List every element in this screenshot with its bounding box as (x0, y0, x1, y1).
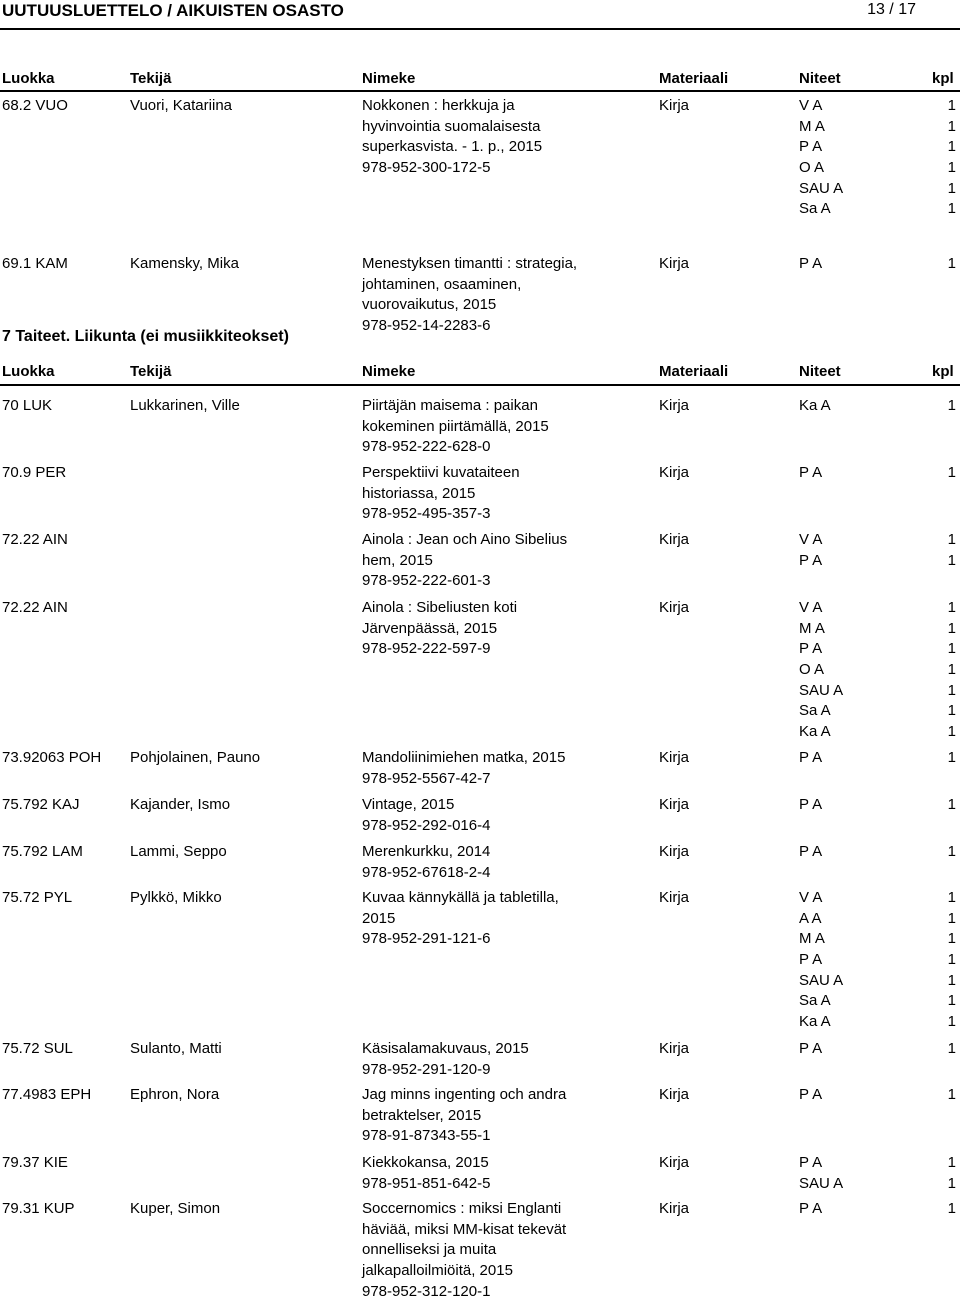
cell-kpl (940, 1085, 956, 1106)
cell-niteet (799, 842, 899, 863)
nimeke-line: 978-91-87343-55-1 (362, 1127, 491, 1145)
cell-luokka: 69.1 KAM (2, 255, 68, 272)
nimeke-line: betraktelser, 2015 (362, 1106, 482, 1124)
cell-luokka: 77.4983 EPH (2, 1086, 92, 1103)
cell-nimeke (362, 888, 602, 950)
kpl-item: 1 (947, 138, 956, 156)
nimeke-line: Menestyksen timantti : strategia, (362, 255, 578, 272)
nimeke-line: 978-952-292-016-4 (362, 816, 491, 834)
kpl-item: 1 (947, 702, 956, 720)
column-header-niteet: Niteet (799, 70, 841, 87)
niteet-item: P A (799, 464, 823, 481)
cell-luokka: 70.9 PER (2, 464, 67, 481)
nimeke-line: 978-952-291-120-9 (362, 1060, 491, 1078)
cell-materiaali: Kirja (659, 1200, 690, 1217)
cell-materiaali: Kirja (659, 1040, 690, 1057)
niteet-item: P A (799, 640, 823, 658)
niteet-item: SAU A (799, 1174, 844, 1192)
nimeke-line: Kuvaa kännykällä ja tabletilla, (362, 889, 559, 906)
niteet-item: SAU A (799, 179, 844, 197)
cell-luokka: 75.792 LAM (2, 843, 83, 860)
cell-kpl (940, 254, 956, 275)
cell-materiaali: Kirja (659, 843, 690, 860)
niteet-item: P A (799, 1200, 823, 1217)
nimeke-line: 978-952-300-172-5 (362, 159, 491, 177)
column-header-materiaali: Materiaali (659, 363, 729, 380)
cell-kpl (940, 888, 956, 1033)
cell-luokka: 79.37 KIE (2, 1154, 68, 1171)
kpl-item: 1 (947, 97, 956, 114)
nimeke-line: Käsisalamakuvaus, 2015 (362, 1040, 529, 1057)
cell-tekija: Pylkkö, Mikko (130, 889, 222, 906)
niteet-item: Ka A (799, 723, 831, 741)
cell-luokka: 75.72 SUL (2, 1040, 73, 1057)
nimeke-line: 978-952-67618-2-4 (362, 863, 491, 881)
kpl-item: 1 (947, 255, 956, 272)
cell-materiaali: Kirja (659, 255, 690, 272)
cell-nimeke (362, 1085, 602, 1147)
nimeke-line: Ainola : Jean och Aino Sibelius (362, 531, 568, 548)
cell-tekija: Pohjolainen, Pauno (130, 749, 261, 766)
cell-tekija: Vuori, Katariina (130, 97, 232, 114)
cell-materiaali: Kirja (659, 97, 690, 114)
nimeke-line: hyvinvointia suomalaisesta (362, 117, 541, 135)
cell-luokka: 72.22 AIN (2, 599, 68, 616)
page-number: 13 / 17 (867, 1, 916, 18)
column-header-niteet: Niteet (799, 363, 841, 380)
cell-materiaali: Kirja (659, 749, 690, 766)
kpl-item: 1 (947, 796, 956, 813)
niteet-item: M A (799, 117, 825, 135)
niteet-item: P A (799, 138, 823, 156)
cell-luokka: 79.31 KUP (2, 1200, 75, 1217)
niteet-item: O A (799, 159, 825, 177)
cell-kpl (940, 96, 956, 220)
cell-luokka: 75.72 PYL (2, 889, 73, 906)
kpl-item: 1 (947, 200, 956, 218)
niteet-item: Sa A (799, 702, 831, 720)
niteet-item: P A (799, 951, 823, 969)
nimeke-line: 978-951-851-642-5 (362, 1174, 491, 1192)
cell-kpl (940, 748, 956, 769)
cell-niteet (799, 1153, 899, 1194)
cell-tekija: Kamensky, Mika (130, 255, 239, 272)
niteet-item: Sa A (799, 992, 831, 1010)
cell-nimeke (362, 254, 602, 337)
cell-niteet (799, 1039, 899, 1060)
cell-kpl (940, 1199, 956, 1220)
cell-kpl (940, 1039, 956, 1060)
cell-nimeke (362, 1039, 602, 1080)
column-header-nimeke: Nimeke (362, 363, 416, 380)
nimeke-line: 2015 (362, 909, 396, 927)
kpl-item: 1 (947, 889, 956, 906)
nimeke-line: 978-952-222-601-3 (362, 572, 491, 590)
cell-luokka: 68.2 VUO (2, 97, 68, 114)
nimeke-line: Järvenpäässä, 2015 (362, 619, 498, 637)
niteet-item: Ka A (799, 1013, 831, 1031)
kpl-item: 1 (947, 1040, 956, 1057)
nimeke-line: Kiekkokansa, 2015 (362, 1154, 489, 1171)
niteet-item: P A (799, 843, 823, 860)
niteet-item: P A (799, 1086, 823, 1103)
niteet-item: M A (799, 930, 825, 948)
nimeke-line: johtaminen, osaaminen, (362, 275, 522, 293)
column-header-nimeke: Nimeke (362, 70, 416, 87)
cell-materiaali: Kirja (659, 531, 690, 548)
niteet-item: Sa A (799, 200, 831, 218)
page-header (0, 0, 960, 26)
cell-nimeke (362, 463, 602, 525)
nimeke-line: Perspektiivi kuvataiteen (362, 464, 520, 481)
kpl-item: 1 (947, 1200, 956, 1217)
column-header-tekija: Tekijä (130, 70, 172, 87)
kpl-item: 1 (947, 1086, 956, 1103)
nimeke-line: 978-952-495-357-3 (362, 505, 491, 523)
cell-materiaali: Kirja (659, 397, 690, 414)
cell-luokka: 72.22 AIN (2, 531, 68, 548)
kpl-item: 1 (947, 1013, 956, 1031)
niteet-item: V A (799, 97, 823, 114)
cell-niteet (799, 748, 899, 769)
column-header-row-2 (0, 363, 960, 381)
kpl-item: 1 (947, 951, 956, 969)
cell-tekija: Sulanto, Matti (130, 1040, 222, 1057)
cell-luokka: 73.92063 POH (2, 749, 102, 766)
cell-nimeke (362, 598, 602, 660)
cell-luokka: 70 LUK (2, 397, 53, 414)
kpl-item: 1 (947, 843, 956, 860)
column-header-luokka: Luokka (2, 70, 55, 87)
nimeke-line: vuorovaikutus, 2015 (362, 296, 497, 314)
cell-niteet (799, 888, 899, 1033)
kpl-item: 1 (947, 723, 956, 741)
nimeke-line: hem, 2015 (362, 551, 433, 569)
cell-nimeke (362, 748, 602, 789)
nimeke-line: 978-952-222-628-0 (362, 438, 491, 456)
cell-kpl (940, 598, 956, 743)
page-title: UUTUUSLUETTELO / AIKUISTEN OSASTO (2, 1, 344, 20)
niteet-item: P A (799, 1154, 823, 1171)
cell-tekija: Ephron, Nora (130, 1086, 220, 1103)
kpl-item: 1 (947, 640, 956, 658)
niteet-item: P A (799, 1040, 823, 1057)
cell-materiaali: Kirja (659, 1154, 690, 1171)
niteet-item: SAU A (799, 971, 844, 989)
niteet-item: P A (799, 749, 823, 766)
nimeke-line: häviää, miksi MM-kisat tekevät (362, 1220, 567, 1238)
kpl-item: 1 (947, 159, 956, 177)
cell-nimeke (362, 396, 602, 458)
niteet-item: V A (799, 531, 823, 548)
nimeke-line: onnelliseksi ja muita (362, 1241, 497, 1259)
nimeke-line: 978-952-291-121-6 (362, 930, 491, 948)
cell-nimeke (362, 96, 602, 179)
kpl-item: 1 (947, 909, 956, 927)
cell-materiaali: Kirja (659, 1086, 690, 1103)
kpl-item: 1 (947, 992, 956, 1010)
kpl-item: 1 (947, 117, 956, 135)
kpl-item: 1 (947, 599, 956, 616)
cell-nimeke (362, 1153, 602, 1194)
column-header-luokka: Luokka (2, 363, 55, 380)
niteet-item: V A (799, 599, 823, 616)
cell-nimeke (362, 795, 602, 836)
nimeke-line: Soccernomics : miksi Englanti (362, 1200, 562, 1217)
nimeke-line: superkasvista. - 1. p., 2015 (362, 138, 543, 156)
nimeke-line: jalkapalloilmiöitä, 2015 (362, 1262, 513, 1280)
nimeke-line: 978-952-312-120-1 (362, 1282, 491, 1300)
nimeke-line: Ainola : Sibeliusten koti (362, 599, 518, 616)
kpl-item: 1 (947, 464, 956, 481)
nimeke-line: Piirtäjän maisema : paikan (362, 397, 538, 414)
kpl-item: 1 (947, 930, 956, 948)
kpl-item: 1 (947, 1174, 956, 1192)
kpl-item: 1 (947, 179, 956, 197)
cell-niteet (799, 463, 899, 484)
nimeke-line: 978-952-5567-42-7 (362, 769, 491, 787)
niteet-item: SAU A (799, 681, 844, 699)
cell-nimeke (362, 842, 602, 883)
cell-materiaali: Kirja (659, 796, 690, 813)
niteet-item: Ka A (799, 397, 831, 414)
cell-materiaali: Kirja (659, 464, 690, 481)
cell-kpl (940, 842, 956, 863)
cell-nimeke (362, 1199, 602, 1302)
cell-tekija: Kajander, Ismo (130, 796, 231, 813)
column-header-tekija: Tekijä (130, 363, 172, 380)
column-header-kpl: kpl (932, 70, 954, 87)
kpl-item: 1 (947, 681, 956, 699)
kpl-item: 1 (947, 749, 956, 766)
cell-niteet (799, 795, 899, 816)
niteet-item: P A (799, 551, 823, 569)
cell-materiaali: Kirja (659, 599, 690, 616)
nimeke-line: Merenkurkku, 2014 (362, 843, 491, 860)
kpl-item: 1 (947, 531, 956, 548)
header-rule (0, 28, 960, 30)
cell-niteet (799, 598, 899, 743)
cell-materiaali: Kirja (659, 889, 690, 906)
niteet-item: A A (799, 909, 822, 927)
cell-niteet (799, 1085, 899, 1106)
nimeke-line: 978-952-222-597-9 (362, 640, 491, 658)
cell-niteet (799, 96, 899, 220)
column-header-rule (0, 90, 960, 92)
cell-kpl (940, 396, 956, 417)
cell-tekija: Lammi, Seppo (130, 843, 227, 860)
section-title: 7 Taiteet. Liikunta (ei musiikkiteokset) (2, 328, 289, 345)
nimeke-line: historiassa, 2015 (362, 484, 476, 502)
kpl-item: 1 (947, 397, 956, 414)
niteet-item: M A (799, 619, 825, 637)
kpl-item: 1 (947, 1154, 956, 1171)
cell-niteet (799, 1199, 899, 1220)
column-header-kpl: kpl (932, 363, 954, 380)
nimeke-line: 978-952-14-2283-6 (362, 317, 491, 335)
niteet-item: P A (799, 255, 823, 272)
kpl-item: 1 (947, 971, 956, 989)
column-header-rule-2 (0, 384, 960, 386)
nimeke-line: Jag minns ingenting och andra (362, 1086, 567, 1103)
nimeke-line: Mandoliinimiehen matka, 2015 (362, 749, 566, 766)
nimeke-line: Nokkonen : herkkuja ja (362, 97, 515, 114)
niteet-item: V A (799, 889, 823, 906)
kpl-item: 1 (947, 551, 956, 569)
cell-tekija: Lukkarinen, Ville (130, 397, 240, 414)
cell-tekija: Kuper, Simon (130, 1200, 221, 1217)
kpl-item: 1 (947, 661, 956, 679)
cell-kpl (940, 1153, 956, 1194)
cell-kpl (940, 530, 956, 571)
cell-nimeke (362, 530, 602, 592)
cell-kpl (940, 795, 956, 816)
cell-niteet (799, 530, 899, 571)
nimeke-line: Vintage, 2015 (362, 796, 455, 813)
cell-niteet (799, 396, 899, 417)
nimeke-line: kokeminen piirtämällä, 2015 (362, 417, 549, 435)
column-header-row (0, 70, 960, 88)
cell-niteet (799, 254, 899, 275)
column-header-materiaali: Materiaali (659, 70, 729, 87)
cell-luokka: 75.792 KAJ (2, 796, 80, 813)
kpl-item: 1 (947, 619, 956, 637)
niteet-item: O A (799, 661, 825, 679)
niteet-item: P A (799, 796, 823, 813)
cell-kpl (940, 463, 956, 484)
